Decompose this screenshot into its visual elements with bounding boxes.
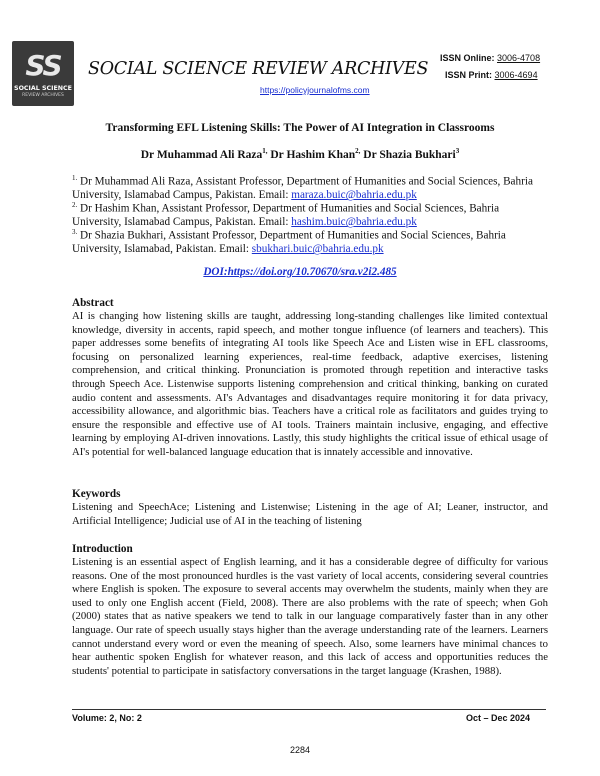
author-sup: 1, [262, 147, 268, 155]
author-name: Dr Hashim Khan [270, 148, 356, 161]
author-sup: 3 [455, 147, 460, 155]
journal-title: SOCIAL SCIENCE REVIEW ARCHIVES [88, 59, 429, 79]
footer-divider [72, 709, 546, 710]
abstract-heading: Abstract [72, 297, 114, 309]
keywords-text: Listening and SpeechAce; Listening and Listenwise; Listening in the age of AI; Leaner, instructor, and Artificial Intelligence; Judicial use of AI in the teaching of listening [72, 501, 548, 527]
footer-date: Oct – Dec 2024 [466, 713, 531, 723]
author-name: Dr Shazia Bukhari [363, 148, 456, 161]
affiliation-text: Dr Muhammad Ali Raza, Assistant Professor, Department of Humanities and Social Sciences, Bahria University, Islamabad Campus, Pakistan. Email: [72, 175, 533, 202]
doi-link[interactable]: DOI:https://doi.org/10.70670/sra.v2i2.485 [203, 266, 397, 278]
logo-letters: SS [25, 49, 61, 82]
affiliation-number: 1. [72, 174, 78, 182]
page-number: 2284 [289, 745, 311, 755]
paper-title: Transforming EFL Listening Skills: The Power of AI Integration in Classrooms [105, 122, 495, 134]
logo-text: SOCIAL SCIENCE [14, 85, 72, 92]
author-email-link[interactable]: maraza.buic@bahria.edu.pk [291, 189, 417, 202]
issn-online-value: 3006-4708 [497, 53, 541, 63]
affiliation-3 [72, 226, 542, 257]
abstract-text: AI is changing how listening skills are taught, addressing long-standing challenges like limited contextual knowledge, diversity in accents, rapid speech, and mother tongue influence (of learners and teachers). This paper addresses some benefits of integrating AI tools like Speech Ace and Listen wise in EFL classrooms, focusing on personalized learning experiences, real-time feedback, adaptive exercises, listening comprehension, and critical thinking. Pronunciation is promoted through repetition and interactive tasks through Speech Ace. Listenwise supports listening comprehension and critical thinking, banking on curated audio content and assessments. AI's Advantages and disadvantages require monitoring it for data privacy, accessibility allowance, and algorithmic bias. Teachers have a critical role as facilitators and guides trying to ensure the responsible and effective use of AI tools. Trainers maintain inclusive, engaging, and effective learning by employing AI-driven innovations. Lastly, this study highlights the critical issue of ethical usage of AI's potential for well-balanced language education that is innately accessible and innovative. [72, 310, 548, 458]
logo-subtext: REVIEW ARCHIVES [22, 93, 64, 98]
issn-online-label: ISSN Online: [440, 53, 495, 63]
issn-print [445, 70, 538, 80]
affiliation-text: Dr Hashim Khan, Assistant Professor, Department of Humanities and Social Sciences, Bahria University, Islamabad Campus, Pakistan. Email: [72, 202, 500, 229]
author-name: Dr Muhammad Ali Raza [140, 148, 263, 161]
author-sup: 2, [355, 147, 361, 155]
issn-print-value: 3006-4694 [494, 70, 538, 80]
footer-volume: Volume: 2, No: 2 [72, 713, 142, 723]
author-email-link[interactable]: hashim.buic@bahria.edu.pk [291, 216, 417, 229]
issn-print-label: ISSN Print: [445, 70, 493, 80]
author-list [0, 147, 600, 161]
journal-url-link[interactable]: https://policyjournalofms.com [260, 85, 370, 95]
introduction-text: Listening is an essential aspect of English learning, and it has a considerable degree of difficulty for various reasons. One of the most pronounced hurdles is the vast variety of local accents, considering several countries where English is spoken. The exposure to several accents may overwhelm the students, mainly when they are used to only one English accent (Field, 2008). There are also problems with the rate of speech; when Goh (2000) states that as native speakers we tend to talk in our language comparatively faster than in any other language. Our rate of speech usually stays higher than the average understanding rate of the learners. Learners cannot understand every word or even the meaning of speech. Also, some learners have minimal chances to hear authentic spoken English for whatever reason, and this lack of access and opportunities reduces the students' potential to participate in satisfactory conversations in the target language (Krashen, 1988). [72, 556, 548, 677]
affiliation-number: 3. [72, 228, 78, 236]
introduction-heading: Introduction [72, 543, 133, 555]
affiliation-number: 2. [72, 201, 78, 209]
journal-logo [12, 41, 74, 106]
issn-online [440, 53, 540, 63]
keywords-heading: Keywords [72, 488, 121, 500]
author-email-link[interactable]: sbukhari.buic@bahria.edu.pk [251, 243, 384, 256]
affiliation-text: Dr Shazia Bukhari, Assistant Professor, Department of Humanities and Social Sciences, Bahria University, Islamabad, Pakistan. Email: [72, 229, 506, 256]
